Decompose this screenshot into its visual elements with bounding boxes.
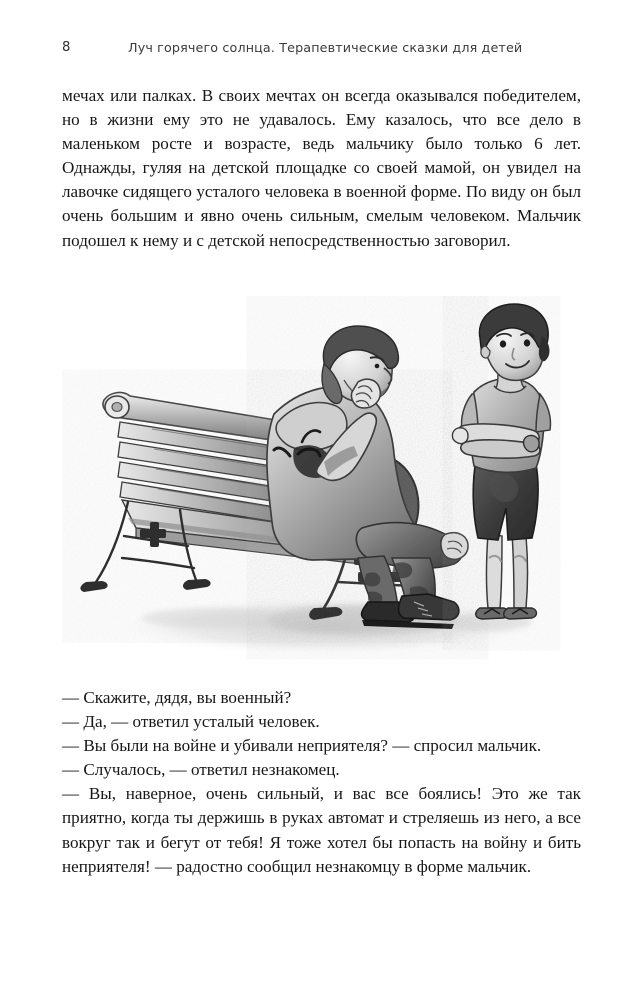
dialogue-line-4: — Случалось, — ответил незнакомец. xyxy=(62,760,340,780)
dialogue-line-2: — Да, — ответил усталый человек. xyxy=(62,712,320,732)
illustration-svg xyxy=(62,296,582,664)
body-text-bottom xyxy=(62,686,581,879)
dialogue-line-3: — Вы были на войне и убивали неприятеля? — спросил мальчик. xyxy=(62,736,542,756)
chapter-illustration xyxy=(62,296,582,664)
seated-soldier xyxy=(267,326,468,629)
standing-boy xyxy=(452,304,550,619)
dialogue-line-1: — Скажите, дядя, вы военный? xyxy=(62,688,292,707)
paragraph-continuation: мечах или палках. В своих мечтах он всегда оказывался победителем, но в жизни ему это не удавалось. Ему казалось, что все дело в маленьком росте и возрасте, ведь мальчику было только 6 лет. Однажды, гуляя на детской площадке со своей мамой, он увидел на лавочке сидящего усталого человека в военной форме. По виду он был очень большим и явно очень сильным, смелым человеком. Мальчик подошел к нему и с детской непосредственностью заговорил. xyxy=(62,86,581,250)
running-header xyxy=(62,36,582,58)
page-number: 8 xyxy=(62,39,71,55)
dialogue-line-5: — Вы, наверное, очень сильный, и вас все боялись! Это же так приятно, когда ты держишь в руках автомат и стреляешь из него, а все вокруг так и бегут от тебя! Я тоже хотел бы попасть на войну и бить неприятеля! — радостно сообщил незнакомцу в форме мальчик. xyxy=(62,784,581,876)
running-title: Луч горячего солнца. Терапевтические сказки для детей xyxy=(128,39,523,55)
body-text-top xyxy=(62,84,581,253)
